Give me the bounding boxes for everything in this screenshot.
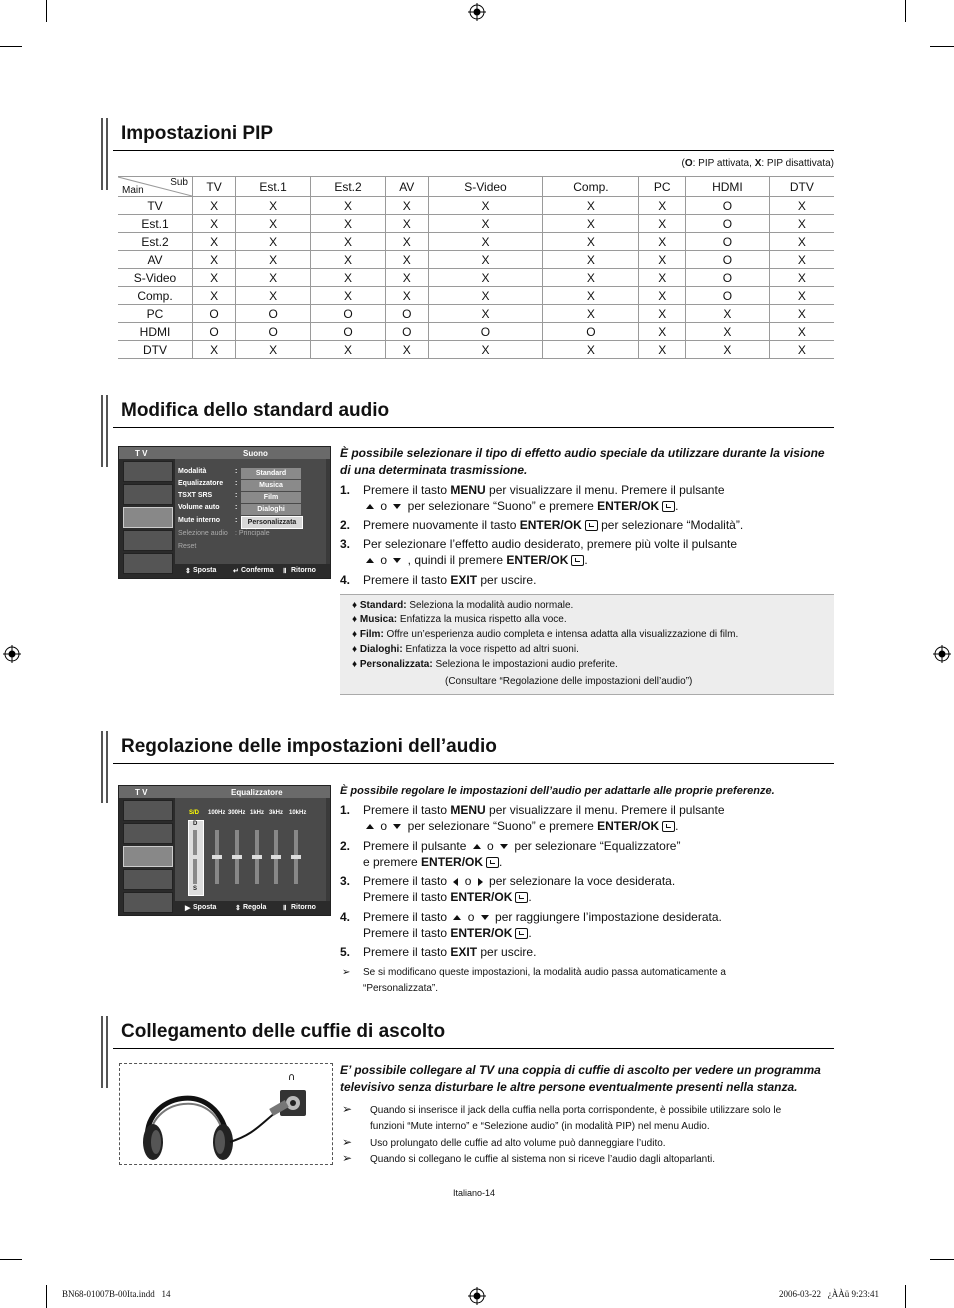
table-cell: X xyxy=(236,197,311,215)
table-cell: O xyxy=(193,305,236,323)
section-rule xyxy=(113,1048,834,1049)
osd-item-mute[interactable]: Mute interno xyxy=(178,517,220,524)
table-cell: X xyxy=(385,197,428,215)
section-bar xyxy=(101,118,111,190)
section-title-audio-reg: Regolazione delle impostazioni dell’audio xyxy=(121,736,497,757)
section-rule xyxy=(113,150,834,151)
table-cell: X xyxy=(193,251,236,269)
enter-icon xyxy=(515,892,528,903)
table-cell: O xyxy=(311,323,386,341)
registration-mark-icon xyxy=(468,1287,486,1305)
table-cell: X xyxy=(311,341,386,359)
crop-mark xyxy=(46,1285,47,1308)
step-1: 1. Premere il tasto MENU per visualizzare il menu. Premere il pulsante o per selezionare “Suono” e premere ENTER/OK . xyxy=(340,803,725,833)
section-rule xyxy=(113,427,834,428)
table-cell: X xyxy=(639,197,686,215)
row-header: Est.1 xyxy=(118,215,193,233)
table-cell: X xyxy=(543,341,639,359)
osd-footer: ▶ Sposta ⇕ Regola Ⅱ Ritorno xyxy=(175,901,330,915)
table-cell: X xyxy=(769,323,834,341)
step-4: 4. Premere il tasto EXIT per uscire. xyxy=(340,573,537,587)
enter-icon xyxy=(486,857,499,868)
section-bar xyxy=(101,1016,111,1088)
table-cell: X xyxy=(543,287,639,305)
svg-text:∩: ∩ xyxy=(288,1072,296,1083)
left-arrow-icon xyxy=(453,878,458,886)
down-arrow-icon xyxy=(500,844,508,849)
column-header: Est.1 xyxy=(236,177,311,197)
table-cell: X xyxy=(639,323,686,341)
column-header: HDMI xyxy=(686,177,770,197)
column-header: Est.2 xyxy=(311,177,386,197)
table-cell: X xyxy=(428,305,543,323)
eq-slider-3khz[interactable] xyxy=(274,830,278,884)
osd-panel: Modalità Equalizzatore TSXT SRS Volume auto Mute interno : : : : : Selezione audio : Principale Reset Standard Musica Film Dialoghi Personalizzata xyxy=(175,459,326,564)
down-arrow-icon xyxy=(393,824,401,829)
eq-slider-1khz[interactable] xyxy=(255,830,259,884)
up-arrow-icon xyxy=(366,824,374,829)
registration-mark-icon xyxy=(468,3,486,21)
table-corner: Sub Main xyxy=(118,177,193,197)
table-cell: X xyxy=(769,269,834,287)
intro-audio-std: È possibile selezionare il tipo di effetto audio speciale da utilizzare durante la visione di una determinata trasmissione. xyxy=(340,446,825,477)
table-cell: X xyxy=(686,305,770,323)
down-arrow-icon xyxy=(481,915,489,920)
table-cell: X xyxy=(428,251,543,269)
table-cell: O xyxy=(686,233,770,251)
row-header: Est.2 xyxy=(118,233,193,251)
print-date: 2006-03-22 ¿ÀÀü 9:23:41 xyxy=(779,1289,879,1299)
table-cell: X xyxy=(385,215,428,233)
table-cell: X xyxy=(385,341,428,359)
row-header: TV xyxy=(118,197,193,215)
page-number: Italiano-14 xyxy=(453,1188,496,1198)
table-cell: O xyxy=(385,305,428,323)
table-cell: O xyxy=(311,305,386,323)
table-cell: X xyxy=(769,215,834,233)
osd-option-musica[interactable]: Musica xyxy=(241,480,301,491)
table-cell: X xyxy=(543,197,639,215)
step-1: 1. Premere il tasto MENU per visualizzare il menu. Premere il pulsante o per selezionare “Suono” e premere ENTER/OK . xyxy=(340,483,725,513)
row-header: AV xyxy=(118,251,193,269)
osd-menu-icons xyxy=(119,459,175,578)
table-cell: X xyxy=(311,197,386,215)
up-arrow-icon xyxy=(453,915,461,920)
column-header: Comp. xyxy=(543,177,639,197)
osd-eq-panel: S/D 100Hz 300Hz 1kHz 3kHz 10kHz D S xyxy=(175,798,326,901)
table-cell: X xyxy=(193,215,236,233)
table-cell: X xyxy=(686,323,770,341)
table-cell: X xyxy=(543,251,639,269)
enter-icon xyxy=(662,501,675,512)
table-cell: X xyxy=(639,305,686,323)
table-cell: O xyxy=(428,323,543,341)
osd-footer: ⇕ Sposta ↵ Conferma Ⅱ Ritorno xyxy=(175,564,330,578)
table-cell: X xyxy=(193,233,236,251)
row-header: DTV xyxy=(118,341,193,359)
row-header: HDMI xyxy=(118,323,193,341)
step-5: 5. Premere il tasto EXIT per uscire. xyxy=(340,945,537,959)
table-cell: X xyxy=(236,233,311,251)
crop-mark xyxy=(905,0,906,22)
column-header: DTV xyxy=(769,177,834,197)
enter-icon xyxy=(571,555,584,566)
table-cell: O xyxy=(236,305,311,323)
osd-option-film[interactable]: Film xyxy=(241,492,301,503)
table-cell: X xyxy=(428,341,543,359)
row-header: S-Video xyxy=(118,269,193,287)
osd-option-standard[interactable]: Standard xyxy=(241,468,301,479)
table-cell: X xyxy=(428,197,543,215)
note-headphones-1: ➢ Quando si inserisce il jack della cuffia nella porta corrispondente, è possibile utilizzare solo le funzioni “Mute interno” e “Selezione audio” (in modalità PIP) nel menu Audio. xyxy=(342,1102,782,1132)
table-row xyxy=(118,215,834,233)
table-cell: X xyxy=(236,287,311,305)
enter-icon xyxy=(662,821,675,832)
crop-mark xyxy=(0,46,22,47)
crop-mark xyxy=(930,1259,954,1260)
table-cell: X xyxy=(543,215,639,233)
table-cell: X xyxy=(428,215,543,233)
table-cell: X xyxy=(193,269,236,287)
column-header: PC xyxy=(639,177,686,197)
step-4: 4. Premere il tasto o per raggiungere l’impostazione desiderata. Premere il tasto ENTER/OK . xyxy=(340,910,722,940)
step-3: 3. Premere il tasto o per selezionare la voce desiderata. Premere il tasto ENTER/OK . xyxy=(340,874,676,904)
table-row xyxy=(118,233,834,251)
table-cell: X xyxy=(311,287,386,305)
table-cell: O xyxy=(686,215,770,233)
table-cell: X xyxy=(193,287,236,305)
table-cell: X xyxy=(236,215,311,233)
step-2: 2. Premere nuovamente il tasto ENTER/OK per selezionare “Modalità”. xyxy=(340,518,744,532)
note-headphones-2: ➢ Uso prolungato delle cuffie ad alto volume può danneggiare l’udito. xyxy=(342,1135,666,1149)
crop-mark xyxy=(905,1285,906,1308)
headphones-illustration xyxy=(119,1063,333,1165)
table-cell: X xyxy=(311,269,386,287)
table-cell: X xyxy=(311,233,386,251)
section-bar xyxy=(101,395,111,467)
table-cell: X xyxy=(193,197,236,215)
table-cell: X xyxy=(639,233,686,251)
osd-equalizer-screen xyxy=(118,785,331,916)
up-arrow-icon xyxy=(366,558,374,563)
pip-table xyxy=(118,176,834,359)
osd-selezione-value: : Principale xyxy=(235,530,270,537)
table-row xyxy=(118,251,834,269)
osd-option-personalizzata[interactable]: Personalizzata xyxy=(241,516,303,529)
column-header: TV xyxy=(193,177,236,197)
audio-modes-note: ♦ Standard: Seleziona la modalità audio normale. ♦ Musica: Enfatizza la musica rispetto alla voce. ♦ Film: Offre un’esperienza audio completa e intensa adatta alla visualizzazione di film. ♦ Dialoghi: Enfatizza la voce rispetto ad altri suoni. ♦ Personalizzata: Seleziona le impostazioni audio preferite. (Consultare “Regolazione delle impostazioni dell’audio”) xyxy=(340,594,834,695)
file-slug: BN68-01007B-00Ita.indd 14 xyxy=(62,1289,171,1299)
osd-header: T V Equalizzatore xyxy=(119,786,330,798)
table-cell: X xyxy=(236,269,311,287)
table-cell: O xyxy=(543,323,639,341)
table-cell: X xyxy=(236,251,311,269)
table-cell: X xyxy=(385,269,428,287)
table-cell: O xyxy=(686,251,770,269)
table-cell: X xyxy=(193,341,236,359)
table-cell: O xyxy=(686,287,770,305)
note-audio-reg: ➢ Se si modificano queste impostazioni, la modalità audio passa automaticamente a “Personalizzata”. xyxy=(342,967,726,994)
table-cell: X xyxy=(543,305,639,323)
right-arrow-icon xyxy=(478,878,483,886)
crop-mark xyxy=(930,46,954,47)
table-row xyxy=(118,197,834,215)
table-cell: X xyxy=(769,305,834,323)
up-arrow-icon xyxy=(473,844,481,849)
column-header: S-Video xyxy=(428,177,543,197)
table-cell: O xyxy=(686,269,770,287)
eq-slider-10khz[interactable] xyxy=(294,830,298,884)
table-cell: X xyxy=(543,233,639,251)
osd-suono-screen xyxy=(118,446,331,579)
osd-header: T V Suono xyxy=(119,447,330,459)
table-row xyxy=(118,341,834,359)
table-cell: X xyxy=(639,287,686,305)
table-cell: O xyxy=(193,323,236,341)
enter-icon xyxy=(515,928,528,939)
up-arrow-icon xyxy=(366,504,374,509)
balance-slider[interactable] xyxy=(193,830,197,884)
table-cell: X xyxy=(639,341,686,359)
table-row xyxy=(118,269,834,287)
section-bar xyxy=(101,731,111,803)
crop-mark xyxy=(0,1259,22,1260)
osd-item-selezione[interactable]: Selezione audio xyxy=(178,530,228,537)
table-cell: X xyxy=(385,287,428,305)
osd-menu-icons xyxy=(119,798,175,915)
osd-option-dialoghi[interactable]: Dialoghi xyxy=(241,504,301,515)
note-headphones-3: ➢ Quando si collegano le cuffie al sistema non si riceve l’audio dagli altoparlanti. xyxy=(342,1151,716,1165)
osd-item-modalita[interactable]: Modalità xyxy=(178,468,207,475)
down-arrow-icon xyxy=(393,504,401,509)
table-cell: X xyxy=(385,251,428,269)
eq-slider-300hz[interactable] xyxy=(235,830,239,884)
crop-mark xyxy=(46,0,47,22)
table-cell: X xyxy=(311,251,386,269)
table-cell: O xyxy=(385,323,428,341)
eq-slider-100hz[interactable] xyxy=(215,830,219,884)
table-cell: X xyxy=(311,215,386,233)
table-cell: X xyxy=(236,341,311,359)
section-rule xyxy=(113,763,834,764)
table-cell: X xyxy=(385,233,428,251)
osd-item-tsxt[interactable]: TSXT SRS xyxy=(178,492,213,499)
column-header: AV xyxy=(385,177,428,197)
table-cell: X xyxy=(769,233,834,251)
table-cell: X xyxy=(769,287,834,305)
section-title-pip: Impostazioni PIP xyxy=(121,123,274,144)
table-cell: O xyxy=(686,197,770,215)
table-cell: X xyxy=(428,233,543,251)
section-title-audio-std: Modifica dello standard audio xyxy=(121,400,390,421)
pip-legend: (O: PIP attivata, X: PIP disattivata) xyxy=(681,158,834,169)
step-3: 3. Per selezionare l’effetto audio desiderato, premere più volte il pulsante o , quindi il premere ENTER/OK . xyxy=(340,537,738,567)
row-header: PC xyxy=(118,305,193,323)
table-row xyxy=(118,323,834,341)
enter-icon xyxy=(585,520,598,531)
osd-item-equalizzatore[interactable]: Equalizzatore xyxy=(178,480,224,487)
registration-mark-icon xyxy=(3,645,21,663)
table-cell: X xyxy=(428,287,543,305)
table-row xyxy=(118,305,834,323)
table-cell: X xyxy=(639,269,686,287)
osd-item-reset[interactable]: Reset xyxy=(178,543,197,550)
section-title-headphones: Collegamento delle cuffie di ascolto xyxy=(121,1021,446,1042)
table-cell: X xyxy=(769,197,834,215)
row-header: Comp. xyxy=(118,287,193,305)
intro-audio-reg: È possibile regolare le impostazioni dell’audio per adattarle alle proprie preferenze. xyxy=(340,785,775,797)
osd-item-volume[interactable]: Volume auto xyxy=(178,504,220,511)
table-cell: X xyxy=(543,269,639,287)
table-cell: O xyxy=(236,323,311,341)
table-cell: X xyxy=(428,269,543,287)
table-cell: X xyxy=(686,341,770,359)
headphones-icon xyxy=(120,1064,332,1164)
registration-mark-icon xyxy=(933,645,951,663)
table-cell: X xyxy=(769,341,834,359)
intro-headphones: E’ possibile collegare al TV una coppia di cuffie di ascolto per vedere un programma televisivo senza disturbare le altre persone eventualmente presenti nella stanza. xyxy=(340,1063,821,1094)
table-cell: X xyxy=(639,215,686,233)
table-cell: X xyxy=(639,251,686,269)
step-2: 2. Premere il pulsante o per selezionare “Equalizzatore” e premere ENTER/OK . xyxy=(340,839,681,869)
table-row xyxy=(118,287,834,305)
down-arrow-icon xyxy=(393,558,401,563)
table-cell: X xyxy=(769,251,834,269)
